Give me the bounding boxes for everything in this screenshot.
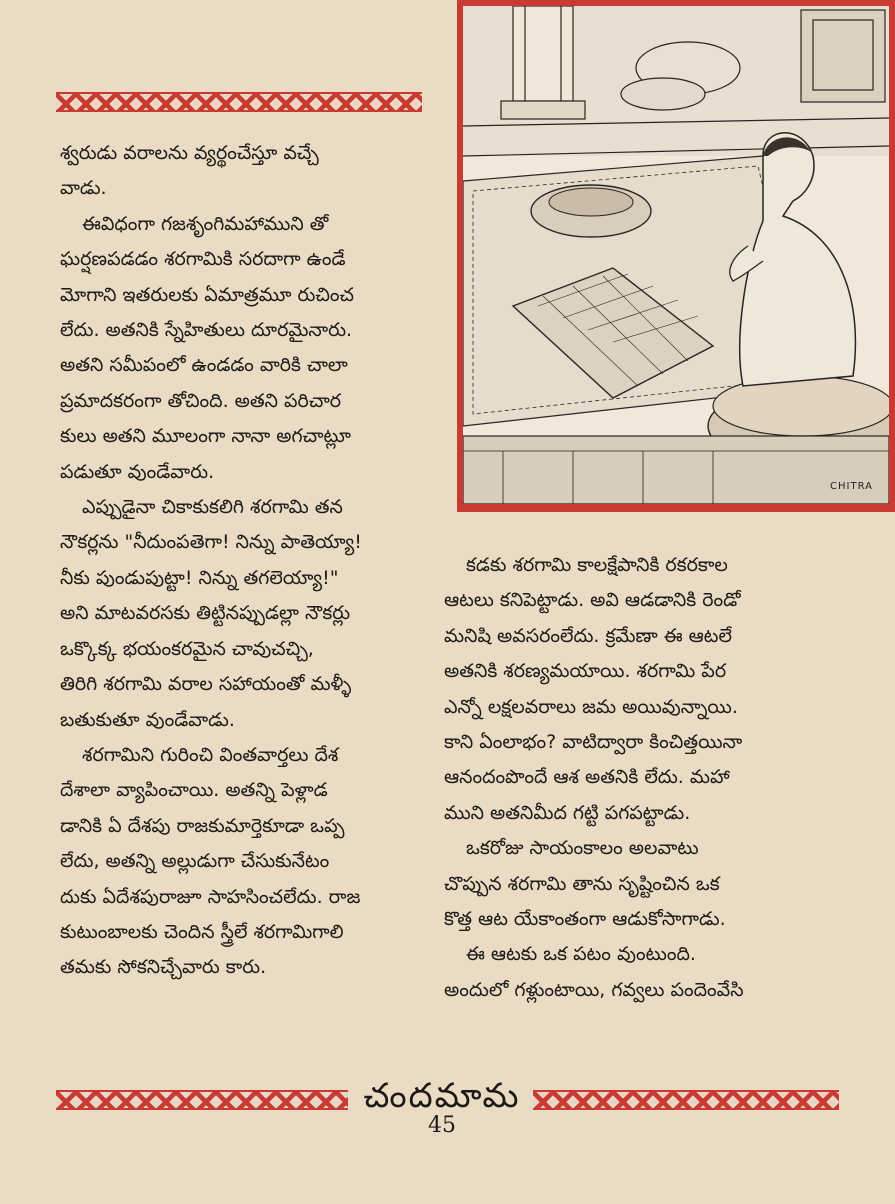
page-number: 45: [428, 1113, 456, 1138]
decorative-border-bottom-left: [56, 1090, 348, 1110]
left-line-7: అతని సమీపంలో ఉండడం వారికి చాలా: [60, 354, 348, 377]
left-line-1: శ్వరుడు వరాలను వ్యర్థంచేస్తూ వచ్చే: [60, 142, 319, 164]
artist-signature: CHITRA: [830, 481, 873, 492]
left-line-14: అని మాటవరసకు తిట్టినప్పుడల్లా నౌకర్లు: [60, 602, 351, 625]
right-line-8: ముని అతనిమీద గట్టి పగపట్టాడు.: [444, 801, 691, 824]
left-line-9: కులు అతని మూలంగా నానా అగచాట్లూ: [60, 425, 351, 448]
right-line-13: అందులో గళ్లుంటాయి, గవ్వలు పందెంవేసి: [444, 978, 744, 1001]
left-line-10: పడుతూ వుండేవారు.: [60, 460, 215, 483]
right-line-5: ఎన్నో లక్షలవరాలు జమ అయివున్నాయి.: [444, 695, 738, 718]
decorative-border-bottom-right: [533, 1090, 839, 1110]
right-text-column: [444, 548, 844, 1008]
left-line-16: తిరిగి శరగామి వరాల సహాయంతో మళ్ళీ: [60, 673, 352, 696]
left-text-column: [60, 136, 432, 986]
right-line-7: ఆనందంపొందే ఆశ అతనికి లేదు. మహా: [444, 766, 730, 789]
right-line-11: కొత్త ఆట యేకాంతంగా ఆడుకోసాగాడు.: [444, 908, 726, 931]
left-line-24: తమకు సోకనిచ్చేవారు కారు.: [60, 956, 267, 979]
story-illustration: [457, 0, 895, 512]
left-line-21: లేదు, అతన్ని అల్లుడుగా చేసుకునేటం: [60, 850, 330, 873]
right-line-2: ఆటలు కనిపెట్టాడు. అవి ఆడడానికి రెండో: [444, 589, 741, 612]
right-line-12: ఈ ఆటకు ఒక పటం వుంటుంది.: [466, 943, 696, 966]
left-line-8: ప్రమాదకరంగా తోచింది. అతని పరిచార: [60, 389, 342, 412]
left-line-23: కుటుంబాలకు చెందిన స్త్రీలే శరగామిగాలి: [60, 920, 344, 943]
left-line-19: దేశాలా వ్యాపించాయి. అతన్ని పెళ్లాడ: [60, 779, 328, 802]
right-line-6: కాని ఏంలాభం? వాటిద్వారా కించిత్తయినా: [444, 731, 743, 754]
right-line-10: చొప్పున శరగామి తాను సృష్టించిన ఒక: [444, 872, 720, 895]
right-line-9: ఒకరోజు సాయంకాలం అలవాటు: [466, 837, 699, 860]
left-line-20: డానికి ఏ దేశపు రాజకుమార్తెకూడా ఒప్ప: [60, 814, 345, 837]
right-line-1: కడకు శరగామి కాలక్షేపానికి రకరకాల: [466, 554, 728, 576]
left-line-22: దుకు ఏదేశపురాజూ సాహసించలేదు. రాజ: [60, 885, 361, 908]
left-line-17: బతుకుతూ వుండేవాడు.: [60, 708, 235, 731]
left-line-13: నీకు పుండుపుట్టా! నిన్ను తగలెయ్యా!": [60, 566, 339, 589]
right-line-4: అతనికి శరణ్యమయాయి. శరగామి పేర: [444, 660, 727, 683]
left-line-15: ఒక్కొక్క భయంకరమైన చావుచచ్చి,: [60, 637, 314, 660]
left-line-3: ఈవిధంగా గజశృంగిమహాముని తో: [82, 212, 329, 235]
left-line-4: ఘర్షణపడడం శరగామికి సరదాగా ఉండే: [60, 248, 346, 271]
left-line-2: వాడు.: [60, 177, 107, 200]
left-line-5: మోగాని ఇతరులకు ఏమాత్రమూ రుచించ: [60, 283, 354, 306]
left-line-12: నౌకర్లను "నీదుంపతెగా! నిన్ను పాతెయ్యా!: [60, 531, 362, 554]
illustration-drawing: [463, 6, 889, 504]
left-line-18: శరగామిని గురించి వింతవార్తలు దేశ: [82, 743, 339, 766]
decorative-border-top: [56, 92, 422, 112]
left-line-6: లేదు. అతనికి స్నేహితులు దూరమైనారు.: [60, 319, 353, 342]
left-line-11: ఎప్పుడైనా చికాకుకలిగి శరగామి తన: [82, 496, 343, 519]
right-line-3: మనిషి అవసరంలేదు. క్రమేణా ఈ ఆటలే: [444, 624, 732, 647]
magazine-title: చందమామ: [363, 1076, 521, 1116]
